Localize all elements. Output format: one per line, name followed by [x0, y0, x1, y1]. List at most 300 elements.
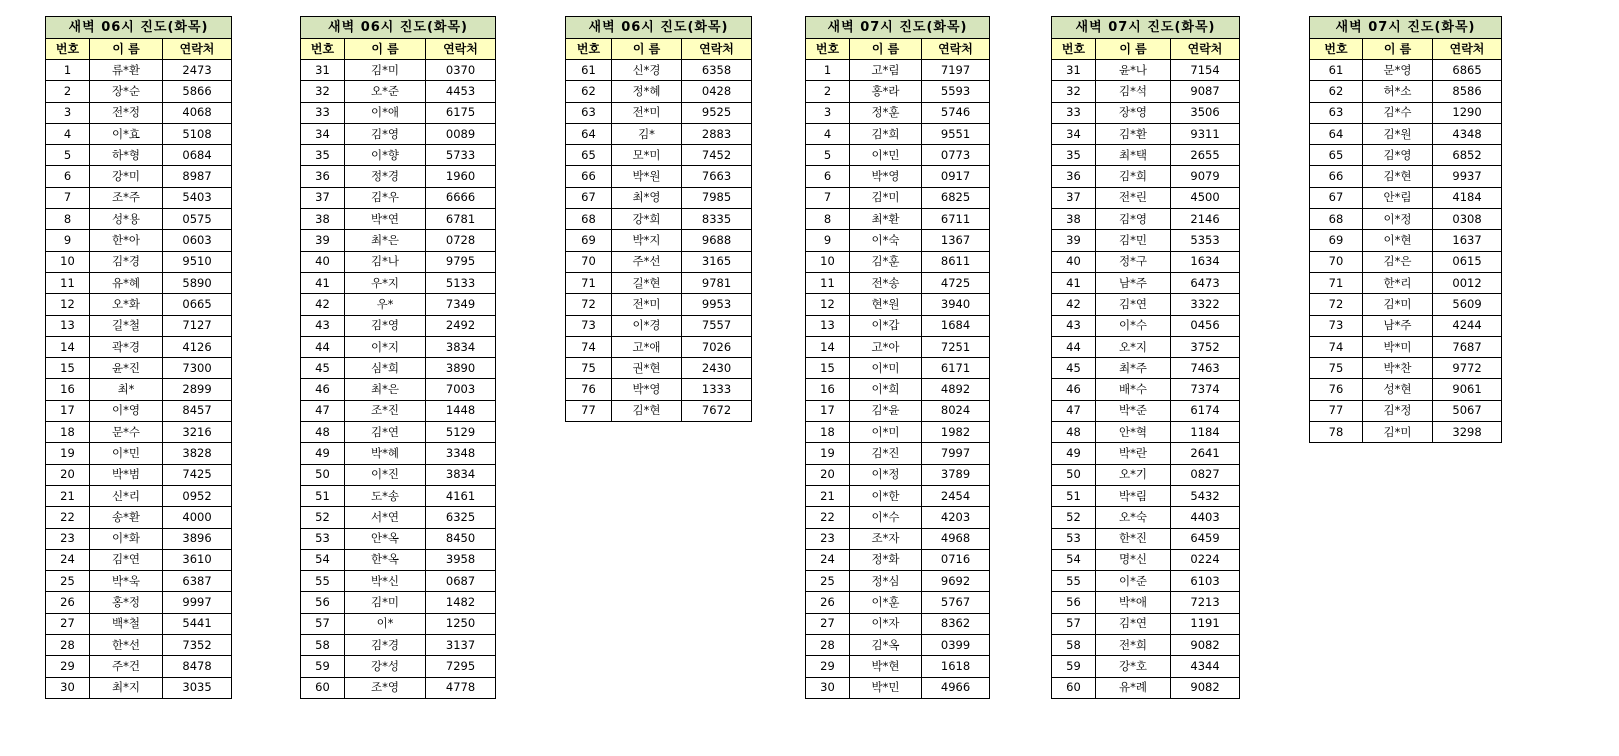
member-name: 김*우 [345, 187, 426, 208]
table-row [301, 123, 496, 144]
row-number: 62 [566, 81, 612, 102]
roster-table-2 [565, 16, 752, 422]
member-name: 박*준 [1096, 400, 1171, 421]
row-number: 2 [806, 81, 850, 102]
row-number: 46 [301, 379, 345, 400]
member-name: 이*경 [612, 315, 682, 336]
table-row [1052, 528, 1240, 549]
name-header: 이 름 [850, 39, 922, 60]
member-name: 이*민 [850, 145, 922, 166]
contact-number: 4500 [1171, 187, 1240, 208]
table-row [566, 272, 752, 293]
contact-number: 2492 [426, 315, 496, 336]
member-name: 문*영 [1363, 60, 1433, 81]
member-name: 이*현 [1363, 230, 1433, 251]
member-name: 박*혜 [345, 443, 426, 464]
table-row [1052, 336, 1240, 357]
table-row [806, 635, 990, 656]
table-row [1310, 272, 1502, 293]
row-number: 28 [806, 635, 850, 656]
contact-number: 3890 [426, 358, 496, 379]
table-row [806, 528, 990, 549]
contact-number: 8335 [682, 209, 752, 230]
member-name: 박*원 [612, 166, 682, 187]
member-name: 배*수 [1096, 379, 1171, 400]
contact-number: 1634 [1171, 251, 1240, 272]
row-number: 21 [806, 485, 850, 506]
contact-number: 4778 [426, 677, 496, 698]
member-name: 박*찬 [1363, 358, 1433, 379]
table-row [1052, 315, 1240, 336]
contact-number: 7463 [1171, 358, 1240, 379]
member-name: 김*연 [90, 549, 163, 570]
contact-number: 6865 [1433, 60, 1502, 81]
member-name: 박*지 [612, 230, 682, 251]
table-row [1052, 443, 1240, 464]
table-row [1052, 145, 1240, 166]
row-number: 63 [1310, 102, 1363, 123]
member-name: 정*화 [850, 549, 922, 570]
member-name: 오*지 [1096, 336, 1171, 357]
contact-number: 3834 [426, 336, 496, 357]
table-row [46, 528, 232, 549]
row-number: 9 [806, 230, 850, 251]
member-name: 이*향 [345, 145, 426, 166]
contact-number: 7154 [1171, 60, 1240, 81]
row-number: 30 [806, 677, 850, 698]
table-row [806, 507, 990, 528]
contact-number: 7997 [922, 443, 990, 464]
row-number: 36 [301, 166, 345, 187]
contact-number: 9795 [426, 251, 496, 272]
member-name: 김*나 [345, 251, 426, 272]
table-row [1052, 592, 1240, 613]
table-row [806, 81, 990, 102]
contact-number: 1982 [922, 422, 990, 443]
member-name: 정*경 [345, 166, 426, 187]
contact-number: 4348 [1433, 123, 1502, 144]
contact-number: 2641 [1171, 443, 1240, 464]
row-number: 50 [1052, 464, 1096, 485]
table-row [46, 145, 232, 166]
table-row [1310, 400, 1502, 421]
member-name: 최*주 [1096, 358, 1171, 379]
table-row [566, 209, 752, 230]
member-name: 오*숙 [1096, 507, 1171, 528]
contact-number: 2430 [682, 358, 752, 379]
contact-header: 연락처 [682, 39, 752, 60]
table-row [1310, 294, 1502, 315]
row-number: 37 [1052, 187, 1096, 208]
contact-number: 9079 [1171, 166, 1240, 187]
row-number: 70 [566, 251, 612, 272]
table-row [806, 400, 990, 421]
contact-number: 4968 [922, 528, 990, 549]
contact-number: 8478 [163, 656, 232, 677]
row-number: 44 [301, 336, 345, 357]
table-row [806, 549, 990, 570]
name-header: 이 름 [345, 39, 426, 60]
member-name: 이*영 [90, 400, 163, 421]
member-name: 조*자 [850, 528, 922, 549]
contact-number: 9781 [682, 272, 752, 293]
contact-number: 9692 [922, 571, 990, 592]
row-number: 26 [46, 592, 90, 613]
contact-number: 5403 [163, 187, 232, 208]
row-number: 75 [566, 358, 612, 379]
table-row [301, 358, 496, 379]
contact-number: 6852 [1433, 145, 1502, 166]
row-number: 23 [806, 528, 850, 549]
member-name: 이*정 [1363, 209, 1433, 230]
table-row [301, 209, 496, 230]
table-row [301, 251, 496, 272]
member-name: 이*훈 [850, 592, 922, 613]
member-name: 김*진 [850, 443, 922, 464]
contact-number: 7127 [163, 315, 232, 336]
row-number: 23 [46, 528, 90, 549]
contact-number: 6174 [1171, 400, 1240, 421]
contact-number: 3035 [163, 677, 232, 698]
row-number: 9 [46, 230, 90, 251]
member-name: 박*연 [345, 209, 426, 230]
contact-number: 6825 [922, 187, 990, 208]
table-row [806, 677, 990, 698]
member-name: 성*현 [1363, 379, 1433, 400]
contact-number: 4344 [1171, 656, 1240, 677]
member-name: 김*민 [1096, 230, 1171, 251]
member-name: 김*영 [345, 315, 426, 336]
contact-number: 0728 [426, 230, 496, 251]
table-row [806, 485, 990, 506]
table-row [806, 166, 990, 187]
member-name: 유*례 [1096, 677, 1171, 698]
contact-number: 7300 [163, 358, 232, 379]
table-row [1052, 294, 1240, 315]
contact-number: 1333 [682, 379, 752, 400]
contact-number: 3322 [1171, 294, 1240, 315]
contact-number: 5593 [922, 81, 990, 102]
table-row [46, 635, 232, 656]
member-name: 김*수 [1363, 102, 1433, 123]
table-row [566, 102, 752, 123]
row-number: 10 [806, 251, 850, 272]
roster-table-0 [45, 16, 232, 699]
contact-number: 7663 [682, 166, 752, 187]
contact-number: 3896 [163, 528, 232, 549]
table-row [46, 485, 232, 506]
contact-number: 2146 [1171, 209, 1240, 230]
member-name: 전*정 [90, 102, 163, 123]
member-name: 하*형 [90, 145, 163, 166]
table-row [46, 507, 232, 528]
table-row [301, 294, 496, 315]
member-name: 권*현 [612, 358, 682, 379]
table-row [566, 81, 752, 102]
row-number: 30 [46, 677, 90, 698]
member-name: 이*자 [850, 613, 922, 634]
contact-number: 0917 [922, 166, 990, 187]
table-row [566, 251, 752, 272]
member-name: 강*미 [90, 166, 163, 187]
row-number: 20 [806, 464, 850, 485]
member-name: 이*지 [345, 336, 426, 357]
roster-table-5 [1309, 16, 1502, 443]
member-name: 한*선 [90, 635, 163, 656]
member-name: 이*한 [850, 485, 922, 506]
member-name: 김*연 [345, 422, 426, 443]
row-number: 8 [46, 209, 90, 230]
contact-header: 연락처 [163, 39, 232, 60]
row-number: 14 [46, 336, 90, 357]
table-row [806, 336, 990, 357]
member-name: 이*준 [1096, 571, 1171, 592]
member-name: 강*희 [612, 209, 682, 230]
table-row [1052, 230, 1240, 251]
row-number: 35 [301, 145, 345, 166]
contact-number: 7251 [922, 336, 990, 357]
row-number: 5 [806, 145, 850, 166]
member-name: 최*은 [345, 379, 426, 400]
row-number: 59 [301, 656, 345, 677]
table-title: 새벽 06시 진도(화목) [301, 17, 496, 39]
contact-number: 3610 [163, 549, 232, 570]
member-name: 윤*진 [90, 358, 163, 379]
member-name: 강*성 [345, 656, 426, 677]
row-number: 72 [1310, 294, 1363, 315]
table-row [46, 613, 232, 634]
contact-number: 1960 [426, 166, 496, 187]
contact-number: 1367 [922, 230, 990, 251]
row-number: 11 [806, 272, 850, 293]
member-name: 이*미 [850, 358, 922, 379]
contact-number: 8457 [163, 400, 232, 421]
member-name: 박*영 [612, 379, 682, 400]
member-name: 강*호 [1096, 656, 1171, 677]
row-number: 13 [46, 315, 90, 336]
member-name: 김*희 [1096, 166, 1171, 187]
contact-number: 6711 [922, 209, 990, 230]
member-name: 문*수 [90, 422, 163, 443]
contact-number: 8586 [1433, 81, 1502, 102]
member-name: 도*송 [345, 485, 426, 506]
member-name: 심*희 [345, 358, 426, 379]
member-name: 김*미 [1363, 422, 1433, 443]
member-name: 김*영 [1096, 209, 1171, 230]
table-row [1310, 336, 1502, 357]
row-number: 7 [46, 187, 90, 208]
row-number: 4 [46, 123, 90, 144]
contact-number: 6666 [426, 187, 496, 208]
member-name: 송*환 [90, 507, 163, 528]
row-number: 53 [301, 528, 345, 549]
table-row [301, 528, 496, 549]
table-row [1052, 677, 1240, 698]
member-name: 성*용 [90, 209, 163, 230]
table-row [806, 272, 990, 293]
table-row [1310, 81, 1502, 102]
table-row [301, 507, 496, 528]
member-name: 이*숙 [850, 230, 922, 251]
contact-header: 연락처 [1171, 39, 1240, 60]
row-number: 56 [1052, 592, 1096, 613]
contact-number: 8024 [922, 400, 990, 421]
member-name: 박*민 [850, 677, 922, 698]
row-number: 76 [1310, 379, 1363, 400]
row-number: 38 [1052, 209, 1096, 230]
contact-number: 6325 [426, 507, 496, 528]
row-number: 57 [1052, 613, 1096, 634]
row-number: 78 [1310, 422, 1363, 443]
table-row [1052, 400, 1240, 421]
table-row [1052, 81, 1240, 102]
member-name: 남*주 [1096, 272, 1171, 293]
table-row [1052, 571, 1240, 592]
table-row [1052, 656, 1240, 677]
table-row [806, 613, 990, 634]
row-number: 52 [301, 507, 345, 528]
table-row [301, 592, 496, 613]
table-row [46, 81, 232, 102]
row-number: 69 [566, 230, 612, 251]
table-row [566, 294, 752, 315]
row-number: 25 [46, 571, 90, 592]
table-row [46, 656, 232, 677]
member-name: 안*림 [1363, 187, 1433, 208]
member-name: 신*경 [612, 60, 682, 81]
row-number: 5 [46, 145, 90, 166]
member-name: 길*철 [90, 315, 163, 336]
contact-number: 4161 [426, 485, 496, 506]
table-row [301, 102, 496, 123]
table-row [301, 677, 496, 698]
table-row [806, 123, 990, 144]
row-number: 65 [566, 145, 612, 166]
member-name: 김*윤 [850, 400, 922, 421]
row-number: 74 [1310, 336, 1363, 357]
member-name: 전*린 [1096, 187, 1171, 208]
row-number: 73 [566, 315, 612, 336]
member-name: 오*기 [1096, 464, 1171, 485]
member-name: 우*지 [345, 272, 426, 293]
member-name: 신*리 [90, 485, 163, 506]
row-number: 66 [566, 166, 612, 187]
row-number: 71 [1310, 272, 1363, 293]
contact-number: 7672 [682, 400, 752, 421]
member-name: 조*영 [345, 677, 426, 698]
row-number: 6 [806, 166, 850, 187]
name-header: 이 름 [1363, 39, 1433, 60]
row-number: 71 [566, 272, 612, 293]
row-number: 42 [301, 294, 345, 315]
member-name: 김*현 [1363, 166, 1433, 187]
contact-number: 0575 [163, 209, 232, 230]
row-number: 59 [1052, 656, 1096, 677]
row-number: 69 [1310, 230, 1363, 251]
table-row [806, 187, 990, 208]
number-header: 번호 [301, 39, 345, 60]
member-name: 류*환 [90, 60, 163, 81]
table-row [301, 635, 496, 656]
member-name: 고*아 [850, 336, 922, 357]
member-name: 김* [612, 123, 682, 144]
row-number: 44 [1052, 336, 1096, 357]
row-number: 39 [1052, 230, 1096, 251]
table-row [566, 187, 752, 208]
row-number: 50 [301, 464, 345, 485]
contact-number: 0428 [682, 81, 752, 102]
member-name: 이* [345, 613, 426, 634]
contact-number: 2454 [922, 485, 990, 506]
member-name: 명*신 [1096, 549, 1171, 570]
row-number: 48 [1052, 422, 1096, 443]
table-row [806, 592, 990, 613]
contact-number: 9953 [682, 294, 752, 315]
row-number: 7 [806, 187, 850, 208]
number-header: 번호 [806, 39, 850, 60]
member-name: 박*림 [1096, 485, 1171, 506]
member-name: 최*은 [345, 230, 426, 251]
table-row [1310, 209, 1502, 230]
row-number: 49 [1052, 443, 1096, 464]
contact-number: 7352 [163, 635, 232, 656]
row-number: 61 [1310, 60, 1363, 81]
contact-number: 1448 [426, 400, 496, 421]
row-number: 27 [806, 613, 850, 634]
table-row [1052, 60, 1240, 81]
table-row [566, 60, 752, 81]
contact-number: 4244 [1433, 315, 1502, 336]
row-number: 15 [46, 358, 90, 379]
row-number: 67 [1310, 187, 1363, 208]
row-number: 54 [1052, 549, 1096, 570]
table-row [1052, 187, 1240, 208]
member-name: 이*수 [1096, 315, 1171, 336]
table-row [806, 209, 990, 230]
contact-number: 1637 [1433, 230, 1502, 251]
member-name: 김*연 [1096, 613, 1171, 634]
row-number: 40 [301, 251, 345, 272]
contact-number: 0687 [426, 571, 496, 592]
table-row [566, 358, 752, 379]
contact-number: 7985 [682, 187, 752, 208]
contact-number: 4966 [922, 677, 990, 698]
contact-number: 0456 [1171, 315, 1240, 336]
member-name: 박*신 [345, 571, 426, 592]
table-row [566, 166, 752, 187]
table-row [1052, 635, 1240, 656]
table-row [46, 209, 232, 230]
table-row [301, 422, 496, 443]
contact-number: 8362 [922, 613, 990, 634]
contact-number: 3834 [426, 464, 496, 485]
member-name: 박*현 [850, 656, 922, 677]
table-row [1310, 145, 1502, 166]
contact-number: 0615 [1433, 251, 1502, 272]
contact-number: 8450 [426, 528, 496, 549]
row-number: 24 [46, 549, 90, 570]
contact-number: 4184 [1433, 187, 1502, 208]
table-row [1052, 358, 1240, 379]
contact-number: 7687 [1433, 336, 1502, 357]
row-number: 47 [301, 400, 345, 421]
row-number: 31 [301, 60, 345, 81]
member-name: 김*현 [612, 400, 682, 421]
member-name: 조*주 [90, 187, 163, 208]
row-number: 58 [1052, 635, 1096, 656]
contact-number: 1191 [1171, 613, 1240, 634]
roster-table-1 [300, 16, 496, 699]
